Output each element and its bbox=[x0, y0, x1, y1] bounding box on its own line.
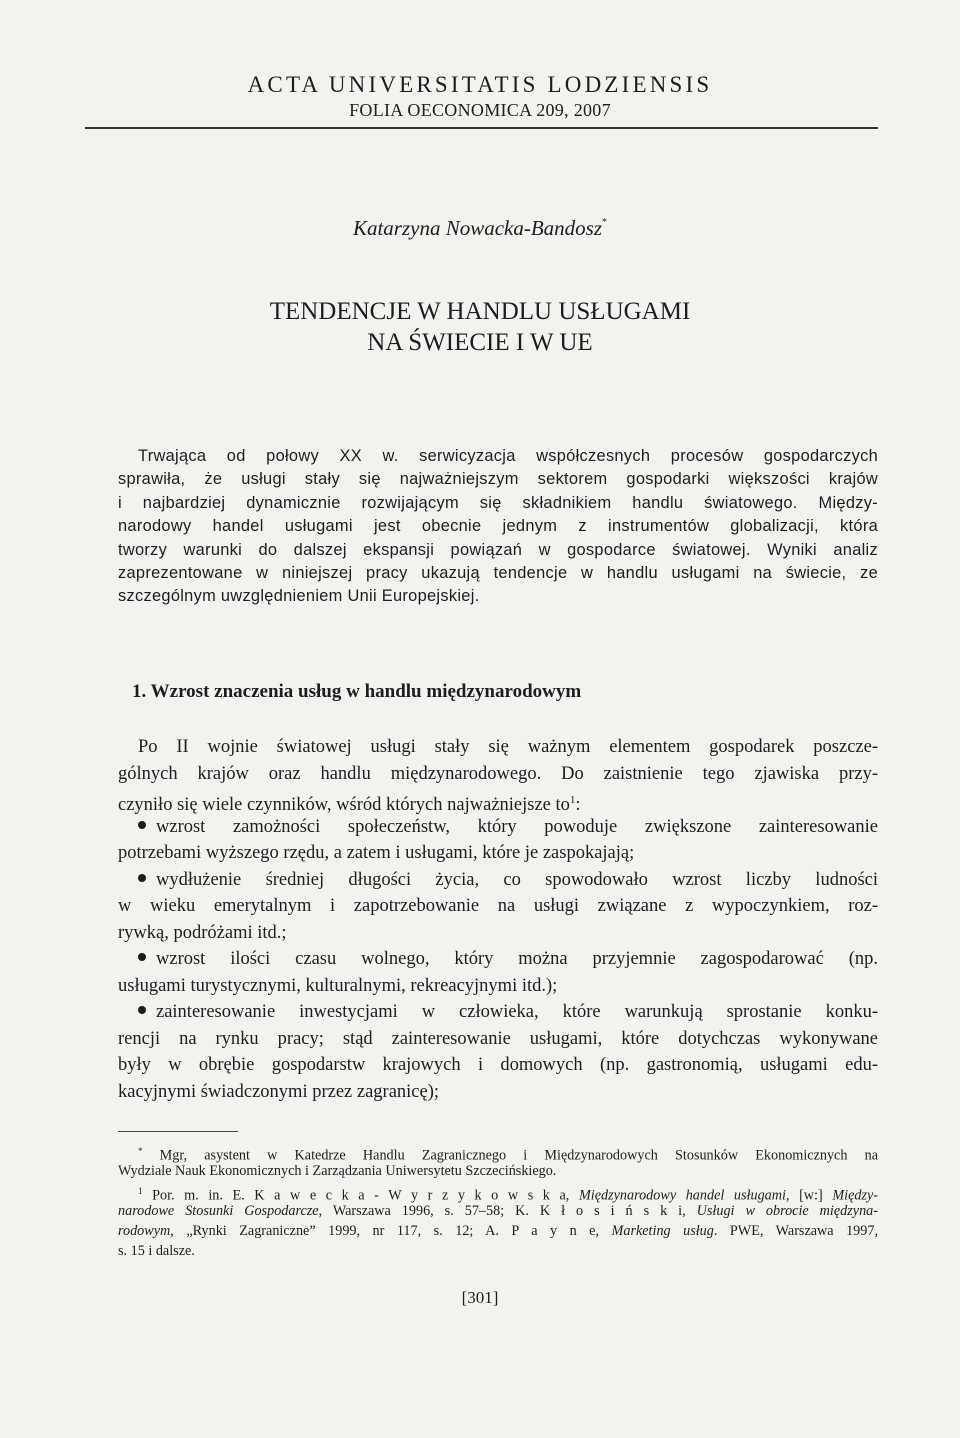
bullet-dot-icon bbox=[138, 821, 146, 829]
bullet-item bbox=[118, 946, 878, 973]
fn-work-title: narodowe Stosunki Gospodarcze bbox=[118, 1203, 319, 1219]
footnote-1 bbox=[118, 1181, 879, 1204]
author-footnote-mark: * bbox=[602, 217, 608, 228]
bullet-text: wzrost zamożności społeczeństw, który powoduje zwiększone zainteresowanie bbox=[156, 816, 878, 837]
bullet-line: w wieku emerytalnym i zapotrzebowanie na usługi związane z wypoczynkiem, roz- bbox=[118, 896, 878, 916]
fn-text: , bbox=[682, 1203, 697, 1219]
footnote-star-mark: * bbox=[138, 1146, 143, 1156]
abstract-line: narodowy handel usługami jest obecnie jednym z instrumentów globalizacji, która bbox=[118, 517, 878, 536]
fn-author-spaced: K a w e c k a - W y r z y k o w s k a bbox=[254, 1187, 566, 1204]
abstract bbox=[118, 445, 878, 609]
title-line-1: TENDENCJE W HANDLU USŁUGAMI bbox=[269, 298, 691, 325]
footnote-1-mark: 1 bbox=[138, 1186, 143, 1196]
fn-text: , „Rynki Zagraniczne” 1999, nr 117, s. 12; A. bbox=[170, 1223, 512, 1239]
fn-work-title: rodowym bbox=[118, 1223, 171, 1239]
bullet-dot-icon bbox=[138, 1006, 146, 1014]
title-line-2: NA ŚWIECIE I W UE bbox=[367, 329, 593, 356]
bullet-text: zainteresowanie inwestycjami w człowieka, które warunkują sprostanie konku- bbox=[156, 1002, 878, 1022]
fn-text: , Warszawa 1996, s. 57–58; K. bbox=[318, 1203, 540, 1219]
bullet-dot-icon bbox=[138, 874, 146, 882]
fn-text: , bbox=[565, 1187, 579, 1204]
footnote-1-line bbox=[118, 1201, 878, 1221]
fn-work-title: Między- bbox=[832, 1187, 879, 1204]
author bbox=[0, 216, 960, 241]
footnote-ref-1: 1 bbox=[569, 794, 576, 806]
bullet-text: wzrost ilości czasu wolnego, który można przyjemnie zagospodarować (np. bbox=[156, 949, 878, 969]
abstract-line: zaprezentowane w niniejszej pracy ukazują tendencje w handlu usługami na świecie, ze bbox=[118, 563, 878, 582]
fn-author-spaced: P a y n e bbox=[511, 1223, 596, 1239]
body-line-end: : bbox=[575, 795, 581, 816]
fn-work-title: Marketing usług bbox=[611, 1223, 714, 1239]
footnote-1-line bbox=[118, 1221, 878, 1241]
bullet-item bbox=[118, 999, 878, 1026]
bullet-line: usługami turystycznymi, kulturalnymi, rekreacyjnymi itd.); bbox=[118, 975, 558, 996]
bullet-text: wydłużenie średniej długości życia, co spowodowało wzrost liczby ludności bbox=[156, 869, 878, 890]
abstract-line: i najbardziej dynamicznie rozwijającym się składnikiem handlu światowego. Między- bbox=[118, 493, 878, 512]
header-rule bbox=[85, 127, 878, 129]
footnote-star bbox=[118, 1141, 879, 1164]
author-name: Katarzyna Nowacka-Bandosz bbox=[352, 216, 603, 240]
abstract-line: sprawiła, że usługi stały się najważniejszym sektorem gospodarki większości krajów bbox=[118, 470, 878, 489]
bullet-line: rywką, podróżami itd.; bbox=[118, 922, 287, 943]
footnote-rule bbox=[118, 1131, 238, 1132]
fn-text: Por. m. in. E. bbox=[152, 1187, 255, 1204]
fn-text: , [w:] bbox=[785, 1187, 833, 1204]
bullet-item bbox=[118, 814, 878, 841]
journal-name: ACTA UNIVERSITATIS LODZIENSIS bbox=[247, 72, 713, 97]
body-line bbox=[118, 787, 878, 814]
article-title bbox=[0, 296, 960, 358]
bullet-dot-icon bbox=[138, 953, 146, 961]
page-number: [301] bbox=[461, 1288, 499, 1307]
body-line: gólnych krajów oraz handlu międzynarodowego. Do zaistnienie tego zjawiska przy- bbox=[118, 763, 878, 784]
body-text bbox=[118, 734, 878, 1105]
bullet-line: kacyjnymi świadczonymi przez zagranicę); bbox=[118, 1081, 440, 1102]
section-heading: 1. Wzrost znaczenia usług w handlu międzynarodowym bbox=[132, 681, 582, 702]
fn-text: , bbox=[595, 1223, 612, 1239]
footnote-star-text: Mgr, asystent w Katedrze Handlu Zagranicznego i Międzynarodowych Stosunków Ekonomicznych na bbox=[159, 1147, 879, 1164]
fn-work-title: Usługi w obrocie międzyna- bbox=[696, 1203, 878, 1219]
fn-text: . PWE, Warszawa 1997, bbox=[713, 1223, 878, 1239]
bullet-line: potrzebami wyższego rzędu, a zatem i usługami, które je zaspokajają; bbox=[118, 843, 635, 863]
bullet-line: rencji na rynku pracy; stąd zainteresowanie usługami, które dotychczas wykonywane bbox=[118, 1028, 878, 1049]
footnote-1-line: s. 15 i dalsze. bbox=[118, 1243, 195, 1259]
bullet-line: były w obrębie gospodarstw krajowych i domowych (np. gastronomią, usługami edu- bbox=[118, 1055, 878, 1075]
body-line: Po II wojnie światowej usługi stały się ważnym elementem gospodarek poszcze- bbox=[138, 737, 878, 757]
abstract-line: Trwająca od połowy XX w. serwicyzacja współczesnych procesów gospodarczych bbox=[138, 447, 878, 465]
abstract-line: szczególnym uwzględnieniem Unii Europejskiej. bbox=[118, 587, 480, 606]
bullet-item bbox=[118, 867, 878, 894]
body-line-text: czyniło się wiele czynników, wśród których najważniejsze to bbox=[118, 795, 570, 816]
abstract-line: tworzy warunki do dalszej ekspansji powiązań w gospodarce światowej. Wyniki analiz bbox=[118, 540, 878, 559]
footnotes bbox=[118, 1141, 878, 1261]
fn-author-spaced: K ł o s i ń s k i bbox=[539, 1203, 683, 1219]
fn-work-title: Międzynarodowy handel usługami bbox=[578, 1187, 786, 1204]
journal-series: FOLIA OECONOMICA 209, 2007 bbox=[349, 100, 611, 120]
footnote-star-line: Wydziale Nauk Ekonomicznych i Zarządzania Uniwersytetu Szczecińskiego. bbox=[118, 1163, 557, 1179]
